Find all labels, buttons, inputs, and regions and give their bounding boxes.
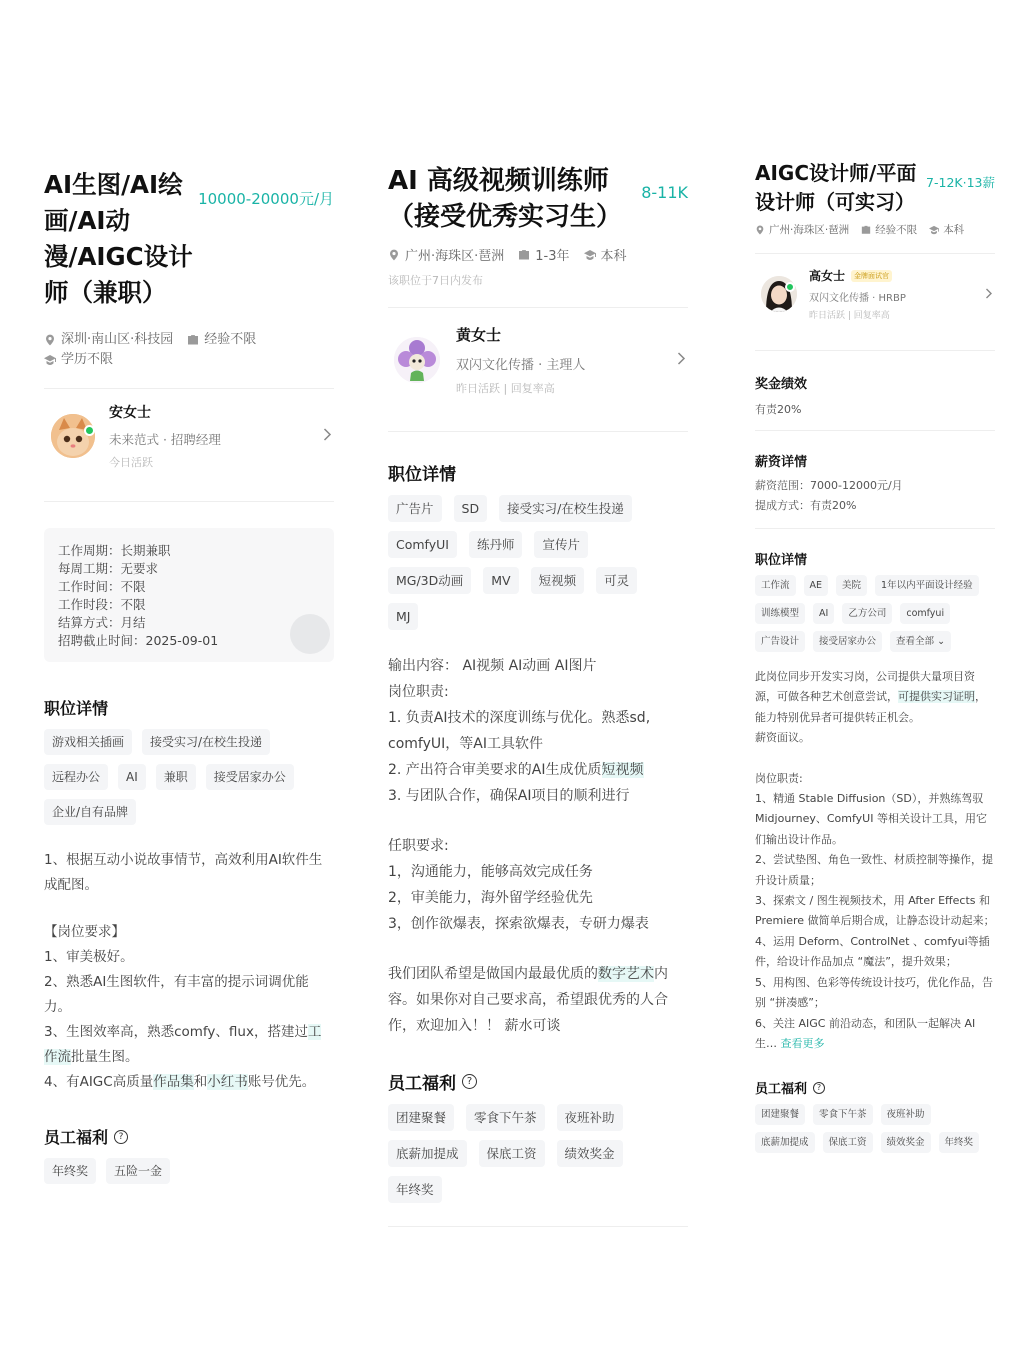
tag: 美院 bbox=[836, 575, 867, 596]
job-header bbox=[44, 167, 334, 311]
benefit-tag: 绩效奖金 bbox=[557, 1140, 623, 1167]
benefit-tag: 底薪加提成 bbox=[755, 1132, 815, 1153]
graduation-cap-icon bbox=[929, 225, 939, 235]
tag: SD bbox=[454, 495, 488, 522]
tag: 接受居家办公 bbox=[813, 631, 882, 652]
meta-education: 学历不限 bbox=[44, 350, 113, 370]
info-deadline: 招聘截止时间：2025-09-01 bbox=[58, 633, 219, 648]
recruiter-info bbox=[809, 267, 906, 321]
benefit-tags bbox=[755, 1104, 995, 1160]
meta-location: 深圳·南山区·科技园 bbox=[44, 330, 173, 350]
meta-location: 广州·海珠区·琶洲 bbox=[388, 245, 504, 264]
recruiter-name: 安女士 bbox=[109, 405, 151, 421]
meta-location: 广州·海珠区·琶洲 bbox=[755, 222, 849, 237]
job-meta bbox=[755, 222, 995, 237]
chevron-right-icon[interactable] bbox=[677, 351, 686, 370]
salary: 7-12K·13薪 bbox=[926, 175, 995, 190]
briefcase-icon bbox=[518, 249, 530, 261]
tag: AI bbox=[813, 603, 834, 624]
tag: 广告设计 bbox=[755, 631, 805, 652]
clock-icon bbox=[290, 614, 330, 654]
question-circle-icon[interactable]: ? bbox=[114, 1130, 128, 1144]
divider bbox=[388, 1226, 688, 1227]
tag: 练丹师 bbox=[469, 531, 523, 558]
section-title-benefits: 员工福利 ? bbox=[755, 1078, 995, 1097]
bonus-value: 有责20% bbox=[755, 403, 802, 416]
job-title: AIGC设计师/平面设计师（可实习） bbox=[755, 161, 917, 214]
job-tags bbox=[44, 729, 334, 834]
tag: 短视频 bbox=[531, 567, 585, 594]
chevron-down-icon: ⌄ bbox=[934, 636, 946, 647]
job-card-1 bbox=[44, 150, 334, 1193]
benefit-tag: 绩效奖金 bbox=[881, 1132, 931, 1153]
tag: MG/3D动画 bbox=[388, 567, 471, 594]
info-work-period: 工作时段：不限 bbox=[58, 597, 146, 612]
job-card-3 bbox=[755, 150, 995, 1160]
benefit-tag: 保底工资 bbox=[479, 1140, 545, 1167]
avatar bbox=[394, 337, 440, 383]
recruiter-name: 黄女士 bbox=[456, 326, 502, 344]
map-pin-icon bbox=[388, 249, 400, 261]
divider bbox=[755, 350, 995, 351]
view-all-tags-button[interactable]: 查看全部 ⌄ bbox=[890, 631, 951, 652]
section-title-benefits: 员工福利 ? bbox=[44, 1125, 334, 1148]
job-tags bbox=[755, 575, 995, 659]
map-pin-icon bbox=[755, 225, 765, 235]
benefit-tags bbox=[388, 1104, 688, 1212]
section-title-benefits: 员工福利 ? bbox=[388, 1069, 688, 1094]
job-card-2 bbox=[388, 150, 688, 1227]
divider bbox=[44, 501, 334, 502]
question-circle-icon[interactable]: ? bbox=[813, 1082, 825, 1094]
tag: MV bbox=[483, 567, 518, 594]
tag: 企业/自有品牌 bbox=[44, 799, 136, 825]
divider bbox=[388, 431, 688, 432]
tag: 乙方公司 bbox=[842, 603, 892, 624]
benefit-tag: 底薪加提成 bbox=[388, 1140, 467, 1167]
recruiter-info bbox=[456, 324, 585, 396]
meta-experience: 1-3年 bbox=[518, 245, 569, 264]
work-info-box bbox=[44, 528, 334, 662]
benefit-tag: 年终奖 bbox=[388, 1176, 442, 1203]
tag: 接受实习/在校生投递 bbox=[499, 495, 632, 522]
salary-range: 薪资范围：7000-12000元/月 bbox=[755, 479, 903, 492]
highlight-keyword[interactable]: 小红书 bbox=[207, 1074, 248, 1090]
interviewer-badge: 金牌面试官 bbox=[851, 270, 892, 282]
tag: 训练模型 bbox=[755, 603, 805, 624]
job-description: 1、根据互动小说故事情节，高效利用AI软件生成配图。 【岗位要求】 1、审美极好。 2、熟悉AI生图软件，有丰富的提示词调优能力。 3、生图效率高，熟悉comfy、flux，搭建过工作流批量生图。 4、有AIGC高质量作品集和小红书账号优先。 bbox=[44, 852, 323, 1090]
meta-education: 本科 bbox=[584, 245, 627, 264]
recruiter-name: 高女士 金牌面试官 bbox=[809, 267, 906, 284]
divider bbox=[755, 528, 995, 529]
highlight-keyword[interactable]: 可提供实习证明 bbox=[898, 690, 975, 704]
section-title-details: 职位详情 bbox=[44, 699, 109, 718]
graduation-cap-icon bbox=[584, 249, 596, 261]
benefit-tags bbox=[44, 1158, 334, 1193]
benefit-tag: 保底工资 bbox=[823, 1132, 873, 1153]
graduation-cap-icon bbox=[44, 354, 56, 366]
recruiter-company-role: 双闪文化传播 · HRBP bbox=[809, 293, 906, 304]
info-weekly-days: 每周工期：无要求 bbox=[58, 561, 159, 576]
chevron-right-icon[interactable] bbox=[985, 285, 993, 304]
chevron-right-icon[interactable] bbox=[323, 427, 332, 446]
tag: 工作流 bbox=[755, 575, 796, 596]
section-title-details: 职位详情 bbox=[388, 465, 456, 485]
briefcase-icon bbox=[861, 225, 871, 235]
job-title: AI生图/AI绘画/AI动漫/AIGC设计师（兼职） bbox=[44, 170, 193, 307]
recruiter-company-role: 双闪文化传播 · 主理人 bbox=[456, 358, 586, 373]
view-more-link[interactable]: 查看更多 bbox=[780, 1036, 825, 1050]
tag: MJ bbox=[388, 603, 418, 630]
tag: comfyui bbox=[900, 603, 950, 624]
briefcase-icon bbox=[187, 334, 199, 346]
tag: 宣传片 bbox=[534, 531, 588, 558]
benefit-tag: 年终奖 bbox=[44, 1158, 96, 1184]
section-title-details: 职位详情 bbox=[755, 553, 808, 568]
tag: 游戏相关插画 bbox=[44, 729, 132, 755]
avatar bbox=[51, 414, 95, 458]
tag: 1年以内平面设计经验 bbox=[875, 575, 979, 596]
map-pin-icon bbox=[44, 334, 56, 346]
meta-education: 本科 bbox=[929, 222, 964, 237]
job-meta bbox=[44, 330, 334, 370]
benefit-tag: 夜班补助 bbox=[557, 1104, 623, 1131]
tag: 广告片 bbox=[388, 495, 442, 522]
benefit-tag: 团建聚餐 bbox=[388, 1104, 454, 1131]
commission: 提成方式：有责20% bbox=[755, 499, 857, 512]
tag: 接受居家办公 bbox=[206, 764, 294, 790]
job-title: AI 高级视频训练师 （接受优秀实习生） bbox=[388, 166, 623, 232]
info-work-hours: 工作时间：不限 bbox=[58, 579, 146, 594]
job-description: 此岗位同步开发实习岗，公司提供大量项目资源，可做各种艺术创意尝试，可提供实习证明，能力特别优异者可提供转正机会。 薪资面议。 岗位职责: 1、精通 Stable Diffusion（SD），并熟练驾驭 Midjourney、ComfyUI 等相关设计工具，用它们输出设计作品。 2、尝试垫图、角色一致性、材质控制等操作，提升设计质量； 3、探索文 / 图生视频技术，用 After Effects 和 Premiere 做简单后期合成，让静态设计动起来； 4、运用 Deform、ControlNet 、comfyui等插件，给设计作品加点 “魔法”，提升效果； 5、用构图、色彩等传统设计技巧，优化作品，告别 “拼凑感”； 6、关注 AIGC 前沿动态，和团队一起解决 AI 生… 查看更多 bbox=[755, 670, 995, 1050]
question-circle-icon[interactable]: ? bbox=[462, 1074, 477, 1089]
tag: 接受实习/在校生投递 bbox=[142, 729, 270, 755]
section-title-bonus: 奖金绩效 bbox=[755, 377, 808, 392]
salary: 8-11K bbox=[641, 183, 688, 202]
recruiter-card[interactable] bbox=[44, 389, 334, 483]
tag: AE bbox=[804, 575, 829, 596]
salary: 10000-20000元/月 bbox=[198, 190, 334, 208]
recruiter-last-active: 今日活跃 bbox=[109, 456, 153, 469]
recruiter-last-active: 昨日活跃 | 回复率高 bbox=[809, 311, 890, 321]
highlight-keyword[interactable]: 数字艺术 bbox=[598, 966, 654, 982]
tag: 可灵 bbox=[596, 567, 637, 594]
tag: ComfyUI bbox=[388, 531, 457, 558]
highlight-keyword[interactable]: 工作流 bbox=[44, 1024, 322, 1065]
job-header bbox=[388, 163, 688, 235]
highlight-keyword[interactable]: 短视频 bbox=[601, 762, 644, 778]
job-meta bbox=[388, 245, 688, 264]
benefit-tag: 零食下午茶 bbox=[466, 1104, 545, 1131]
tag: AI bbox=[118, 764, 146, 790]
posted-time: 该职位于7日内发布 bbox=[388, 274, 483, 287]
benefit-tag: 年终奖 bbox=[939, 1132, 980, 1153]
benefit-tag: 团建聚餐 bbox=[755, 1104, 805, 1125]
job-tags bbox=[388, 495, 688, 639]
tag: 远程办公 bbox=[44, 764, 108, 790]
recruiter-last-active: 昨日活跃 | 回复率高 bbox=[456, 382, 555, 395]
recruiter-info bbox=[109, 402, 221, 470]
info-work-cycle: 工作周期：长期兼职 bbox=[58, 543, 171, 558]
job-description: 输出内容： AI视频 AI动画 AI图片 岗位职责: 1. 负责AI技术的深度训练与优化。熟悉sd, comfyUI，等AI工具软件 2. 产出符合审美要求的AI生成优质短视频 3. 与团队合作，确保AI项目的顺利进行 任职要求: 1，沟通能力，能够高效完成任务 2，审美能力，海外留学经验优先 3，创作欲爆表，探索欲爆表，专研力爆表 我们团队希望是做国内最最优质的数字艺术内容。如果你对自己要求高，希望跟优秀的人合作，欢迎加入！！ 薪水可谈 bbox=[388, 658, 668, 1034]
recruiter-card[interactable] bbox=[388, 308, 688, 412]
job-header bbox=[755, 159, 995, 216]
benefit-tag: 夜班补助 bbox=[881, 1104, 931, 1125]
recruiter-company-role: 未来范式 · 招聘经理 bbox=[109, 432, 221, 447]
divider bbox=[755, 430, 995, 431]
online-indicator bbox=[785, 282, 795, 292]
highlight-keyword[interactable]: 作品集 bbox=[153, 1074, 194, 1090]
meta-experience: 经验不限 bbox=[187, 330, 256, 350]
benefit-tag: 零食下午茶 bbox=[813, 1104, 873, 1125]
section-title-salary: 薪资详情 bbox=[755, 455, 808, 470]
recruiter-card[interactable] bbox=[755, 254, 995, 334]
online-indicator bbox=[84, 425, 95, 436]
info-settlement: 结算方式：月结 bbox=[58, 615, 146, 630]
benefit-tag: 五险一金 bbox=[106, 1158, 170, 1184]
meta-experience: 经验不限 bbox=[861, 222, 917, 237]
tag: 兼职 bbox=[156, 764, 196, 790]
